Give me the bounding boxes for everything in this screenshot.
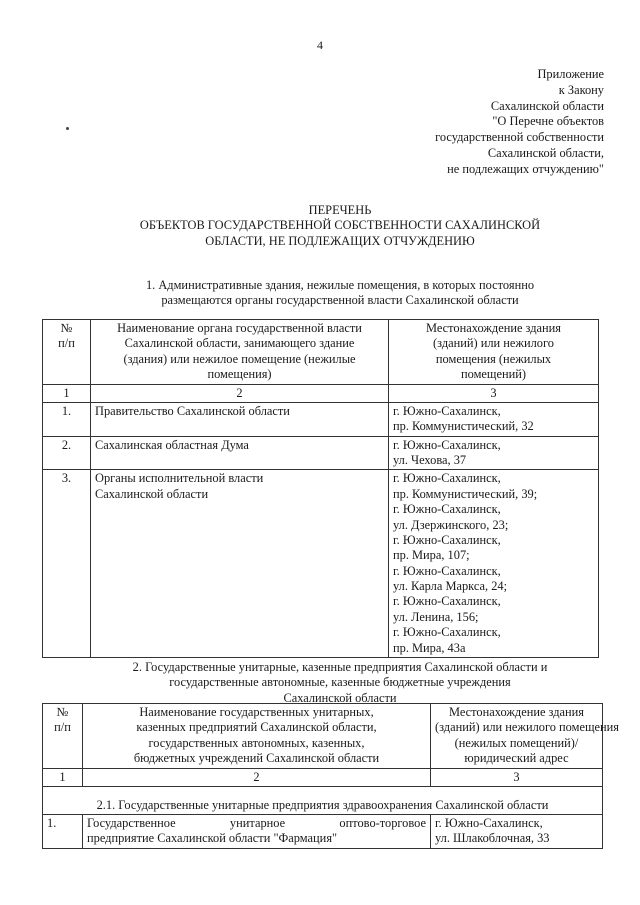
table-row [43,436,599,470]
page-number: 4 [317,38,323,52]
row-number: 1. [43,814,83,848]
subsection-row [43,786,603,814]
table-row [43,814,603,848]
text-line: (зданий) или нежилого [433,336,554,351]
text-line: п/п [58,336,75,351]
row-name [91,402,389,436]
annex-line: государственной собственности [435,130,604,144]
text-line: ул. Чехова, 37 [393,453,467,467]
row-location [389,470,599,658]
text-line: юридический адрес [464,751,569,766]
header-cell-location [389,320,599,385]
column-number: 3 [431,768,603,786]
annex-line: Сахалинской области [490,98,604,113]
column-number: 2 [83,768,431,786]
annex-line: "О Перечне объектов [492,114,604,129]
header-cell-name [91,320,389,385]
text-line: Местонахождение здания [448,705,584,719]
row-name [83,814,431,848]
text-line: пр. Коммунистический, 39; [393,486,538,501]
text-line: г. Южно-Сахалинск, [393,471,501,486]
row-name-word: оптово-торговое [339,815,426,830]
text-line: ул. Карла Маркса, 24; [393,579,508,593]
column-number: 1 [43,384,91,402]
text-line: Сахалинской области, занимающего здание [124,336,355,351]
section1-heading-line: 1. Административные здания, нежилые помещения, в которых постоянно [145,278,535,292]
text-line: Местонахождение здания [425,321,561,335]
row-name-line2: предприятие Сахалинской области "Фармация" [87,831,338,846]
scan-dot [66,127,69,130]
text-line: помещений) [461,367,526,382]
subsection-heading: 2.1. Государственные унитарные предприятия здравоохранения Сахалинской области [43,786,603,814]
text-line: казенных предприятий Сахалинской области, [136,720,377,735]
table-row [43,470,599,658]
text-line: Органы исполнительной власти [95,471,264,486]
text-line: г. Южно-Сахалинск, [393,532,501,547]
annex-line: Приложение [537,67,604,81]
text-line: (здания) или нежилое помещение (нежилые [123,351,356,366]
text-line: г. Южно-Сахалинск, [393,625,501,640]
annex-line: к Закону [558,82,604,97]
text-line: г. Южно-Сахалинск, [393,563,501,578]
text-line: бюджетных учреждений Сахалинской области [133,751,380,766]
text-line: пр. Коммунистический, 32 [393,419,534,434]
text-line: г. Южно-Сахалинск, [435,815,543,830]
title-line: ОБЛАСТИ, НЕ ПОДЛЕЖАЩИХ ОТЧУЖДЕНИЮ [205,233,475,248]
row-number: 1. [43,402,91,436]
text-line: помещения) [207,367,272,382]
section1-table [42,319,599,658]
text-line: Сахалинская областная Дума [95,437,249,452]
text-line: ул. Ленина, 156; [393,609,479,624]
row-name-word: Государственное [87,815,176,830]
section2-heading-line: Сахалинской области [283,690,397,705]
section1-heading-line: размещаются органы государственной власти Сахалинской области [161,293,519,308]
annex-block [344,67,604,177]
text-line: пр. Мира, 107; [393,548,470,563]
row-name [91,470,389,658]
row-location [389,436,599,470]
column-number: 3 [389,384,599,402]
row-number: 2. [43,436,91,470]
text-line: г. Южно-Сахалинск, [393,594,501,609]
text-line: п/п [54,720,71,735]
text-line: пр. Мира, 43а [393,640,466,655]
text-line: Наименование государственных унитарных, [139,705,374,719]
text-line: государственных автономных, казенных, [148,735,365,750]
header-cell-name [83,704,431,769]
text-line: Правительство Сахалинской области [95,403,290,418]
section2-heading-line: государственные автономные, казенные бюджетные учреждения [169,675,511,690]
section2-heading [60,660,620,706]
text-line: № [60,321,73,335]
table-header-row [43,320,599,385]
table-row [43,402,599,436]
text-line: г. Южно-Сахалинск, [393,437,501,452]
header-cell-number [43,704,83,769]
row-location [389,402,599,436]
row-name-line1 [87,816,426,831]
text-line: Наименование органа государственной власти [117,321,362,335]
column-number-row [43,384,599,402]
row-name [91,436,389,470]
column-number: 2 [91,384,389,402]
text-line: г. Южно-Сахалинск, [393,502,501,517]
row-location [431,814,603,848]
annex-line: не подлежащих отчуждению" [447,161,604,176]
section1-heading [60,278,620,309]
row-name-word: унитарное [229,815,286,830]
title-line: ПЕРЕЧЕНЬ [308,203,372,217]
section2-heading-line: 2. Государственные унитарные, казенные предприятия Сахалинской области и [132,660,548,674]
column-number-row [43,768,603,786]
text-line: г. Южно-Сахалинск, [393,403,501,418]
text-line: ул. Дзержинского, 23; [393,517,509,532]
section2-table [42,703,619,849]
text-line: помещения (нежилых [435,351,552,366]
text-line: (нежилых помещений)/ [454,735,579,750]
annex-line: Сахалинской области, [487,145,604,160]
table-header-row [43,704,603,769]
text-line: № [56,705,69,719]
text-line: Сахалинской области [95,486,209,501]
text-line: ул. Шлакоблочная, 33 [435,831,550,846]
column-number: 1 [43,768,83,786]
text-line: (зданий) или нежилого помещения [435,720,619,735]
header-cell-number [43,320,91,385]
row-number: 3. [43,470,91,658]
document-title [60,203,620,249]
header-cell-location [431,704,619,769]
title-line: ОБЪЕКТОВ ГОСУДАРСТВЕННОЙ СОБСТВЕННОСТИ САХАЛИНСКОЙ [139,218,541,233]
